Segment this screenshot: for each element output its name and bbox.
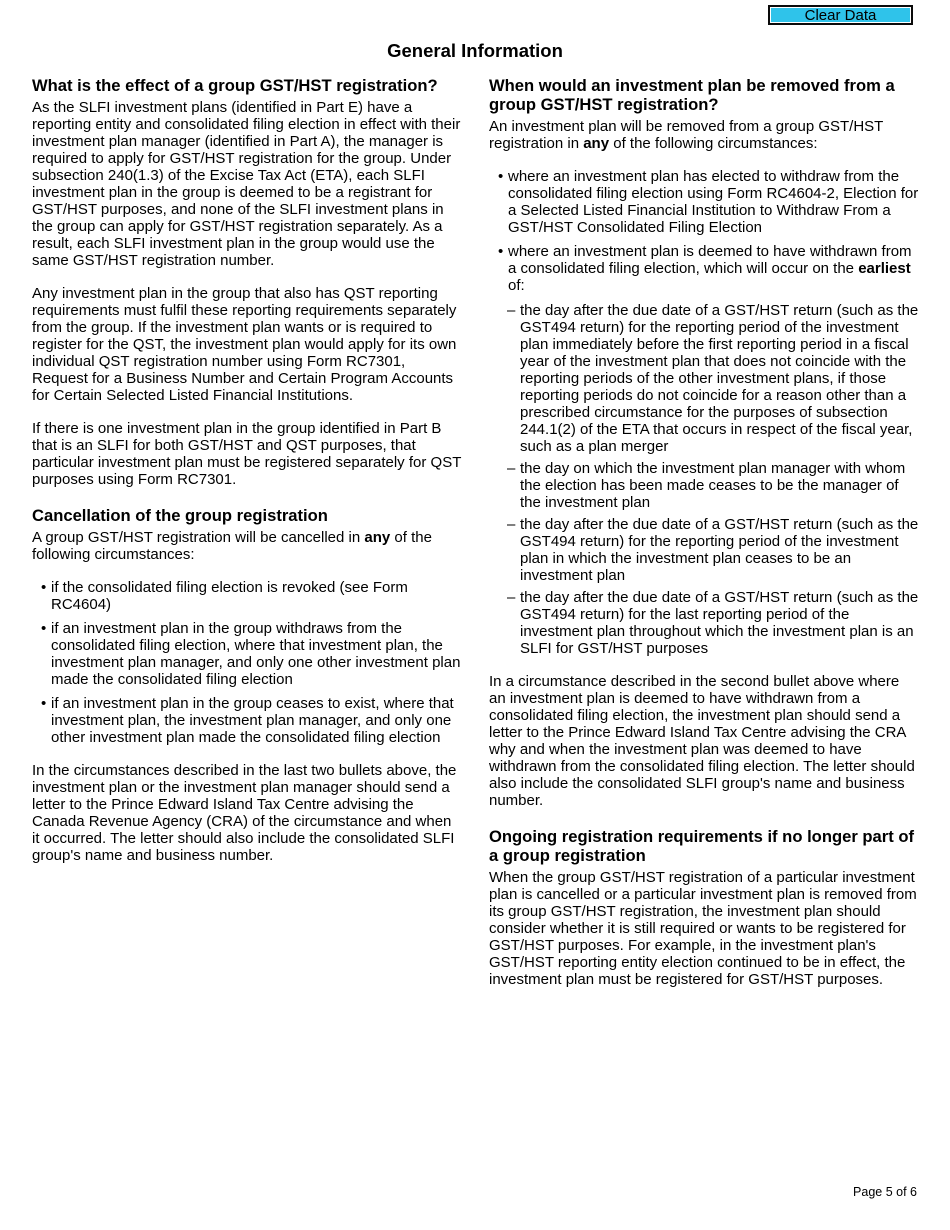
bullet-marker: • [41,620,47,637]
ongoing-heading: Ongoing registration requirements if no longer part of a group registration [489,827,915,865]
removal-heading: When would an investment plan be removed from a group GST/HST registration? [489,76,895,114]
left-column [32,76,462,880]
effect-paragraph-3: If there is one investment plan in the group identified in Part B that is an SLFI for both GST/HST and QST purposes, that particular investment plan must be registered separately for QST purposes using Form RC7301. [32,420,462,488]
removal-list [489,168,919,294]
removal-intro: An investment plan will be removed from a group GST/HST registration in any of the following circumstances: [489,118,884,152]
clear-data-button[interactable]: Clear Data [768,5,913,25]
list-item: – the day on which the investment plan manager with whom the election has been made ceases to be the manager of the investment plan [507,460,906,511]
page-title: General Information [387,40,563,61]
ongoing-paragraph: When the group GST/HST registration of a particular investment plan is cancelled or a particular investment plan is removed from its group GST/HST registration, the investment plan should consider whether it is still required or wants to be registered for GST/HST purposes. For example, in the investment plan's GST/HST reporting entity election continued to be in effect, the investment plan must be registered for GST/HST purposes. [489,869,917,988]
effect-paragraph-1: As the SLFI investment plans (identified in Part E) have a reporting entity and consolidated filing election in effect with their investment plan manager (identified in Part A), the manager is required to apply for GST/HST registration for the group. Under subsection 240(1.3) of the Excise Tax Act (ETA), each SLFI investment plan in the group is deemed to be a registrant for GST/HST purposes, and none of the SLFI investment plans in the group can apply for GST/HST registration separately. As a result, each SLFI investment plan in the group would use the same GST/HST registration number. [32,99,461,269]
dash-marker: – [507,589,516,606]
list-item: • if an investment plan in the group withdraws from the consolidated filing election, where that investment plan, the investment plan manager, and only one other investment plan made the consolidated filing election [41,620,461,688]
bullet-marker: • [41,579,47,596]
removal-closing: In a circumstance described in the second bullet above where an investment plan is deemed to have withdrawn from a consolidated filing election, the investment plan should send a letter to the Prince Edward Island Tax Centre advising the CRA why and when the investment plan was deemed to have withdrawn from the consolidated filing election. The letter should also include the consolidated SLFI group's name and business number. [489,673,915,809]
ongoing-section [489,827,919,988]
dash-marker: – [507,460,516,477]
cancellation-list [32,579,462,746]
cancellation-closing: In the circumstances described in the last two bullets above, the investment plan or the investment plan manager should send a letter to the Prince Edward Island Tax Centre advising the Canada Revenue Agency (CRA) of the circumstance and when it occurred. The letter should also include the consolidated SLFI group's name and business number. [32,762,457,864]
right-column [489,76,919,1004]
earliest-of-list [489,302,919,657]
list-item: – the day after the due date of a GST/HST return (such as the GST494 return) for the reporting period of the investment plan immediately before the first reporting period in a fiscal year of the investment plan that does not coincide with the reporting periods of the other investment plans, if those reporting periods do not coincide for a reason other than a prescribed circumstance for the purposes of subsection 244.1(2) of the ETA that occurs in respect of the fiscal year, such as a plan merger [507,302,919,455]
page-number: Page 5 of 6 [853,1185,917,1199]
bullet-marker: • [41,695,47,712]
effect-heading: What is the effect of a group GST/HST registration? [32,76,438,95]
list-item: – the day after the due date of a GST/HST return (such as the GST494 return) for the last reporting period of the investment plan throughout which the investment plan is an SLFI for GST/HST purposes [507,589,919,657]
dash-marker: – [507,516,516,533]
list-item: • if an investment plan in the group ceases to exist, where that investment plan, the investment plan manager, and only one other investment plan made the consolidated filing election [41,695,454,746]
list-item: • if the consolidated filing election is revoked (see Form RC4604) [41,579,408,613]
effect-paragraph-2: Any investment plan in the group that also has QST reporting requirements must fulfil these reporting requirements separately from the group. If the investment plan wants or is required to register for the QST, the investment plan would apply for its own individual QST registration number using Form RC7301, Request for a Business Number and Certain Program Accounts for Certain Selected Listed Financial Institutions. [32,285,457,404]
bullet-marker: • [498,168,504,185]
bullet-marker: • [498,243,504,260]
list-item: • where an investment plan is deemed to have withdrawn from a consolidated filing election, which will occur on the earliest of: [498,243,912,294]
cancellation-heading: Cancellation of the group registration [32,506,328,525]
list-item: – the day after the due date of a GST/HST return (such as the GST494 return) for the reporting period of the investment plan in which the investment plan ceases to be an investment plan [507,516,919,584]
cancellation-section [32,506,462,864]
dash-marker: – [507,302,516,319]
effect-section [32,76,462,488]
cancellation-intro: A group GST/HST registration will be cancelled in any of the following circumstances: [32,529,432,563]
removal-section [489,76,919,809]
list-item: • where an investment plan has elected to withdraw from the consolidated filing election using Form RC4604-2, Election for a Selected Listed Financial Institution to Withdraw From a GST/HST Consolidated Filing Election [498,168,919,236]
